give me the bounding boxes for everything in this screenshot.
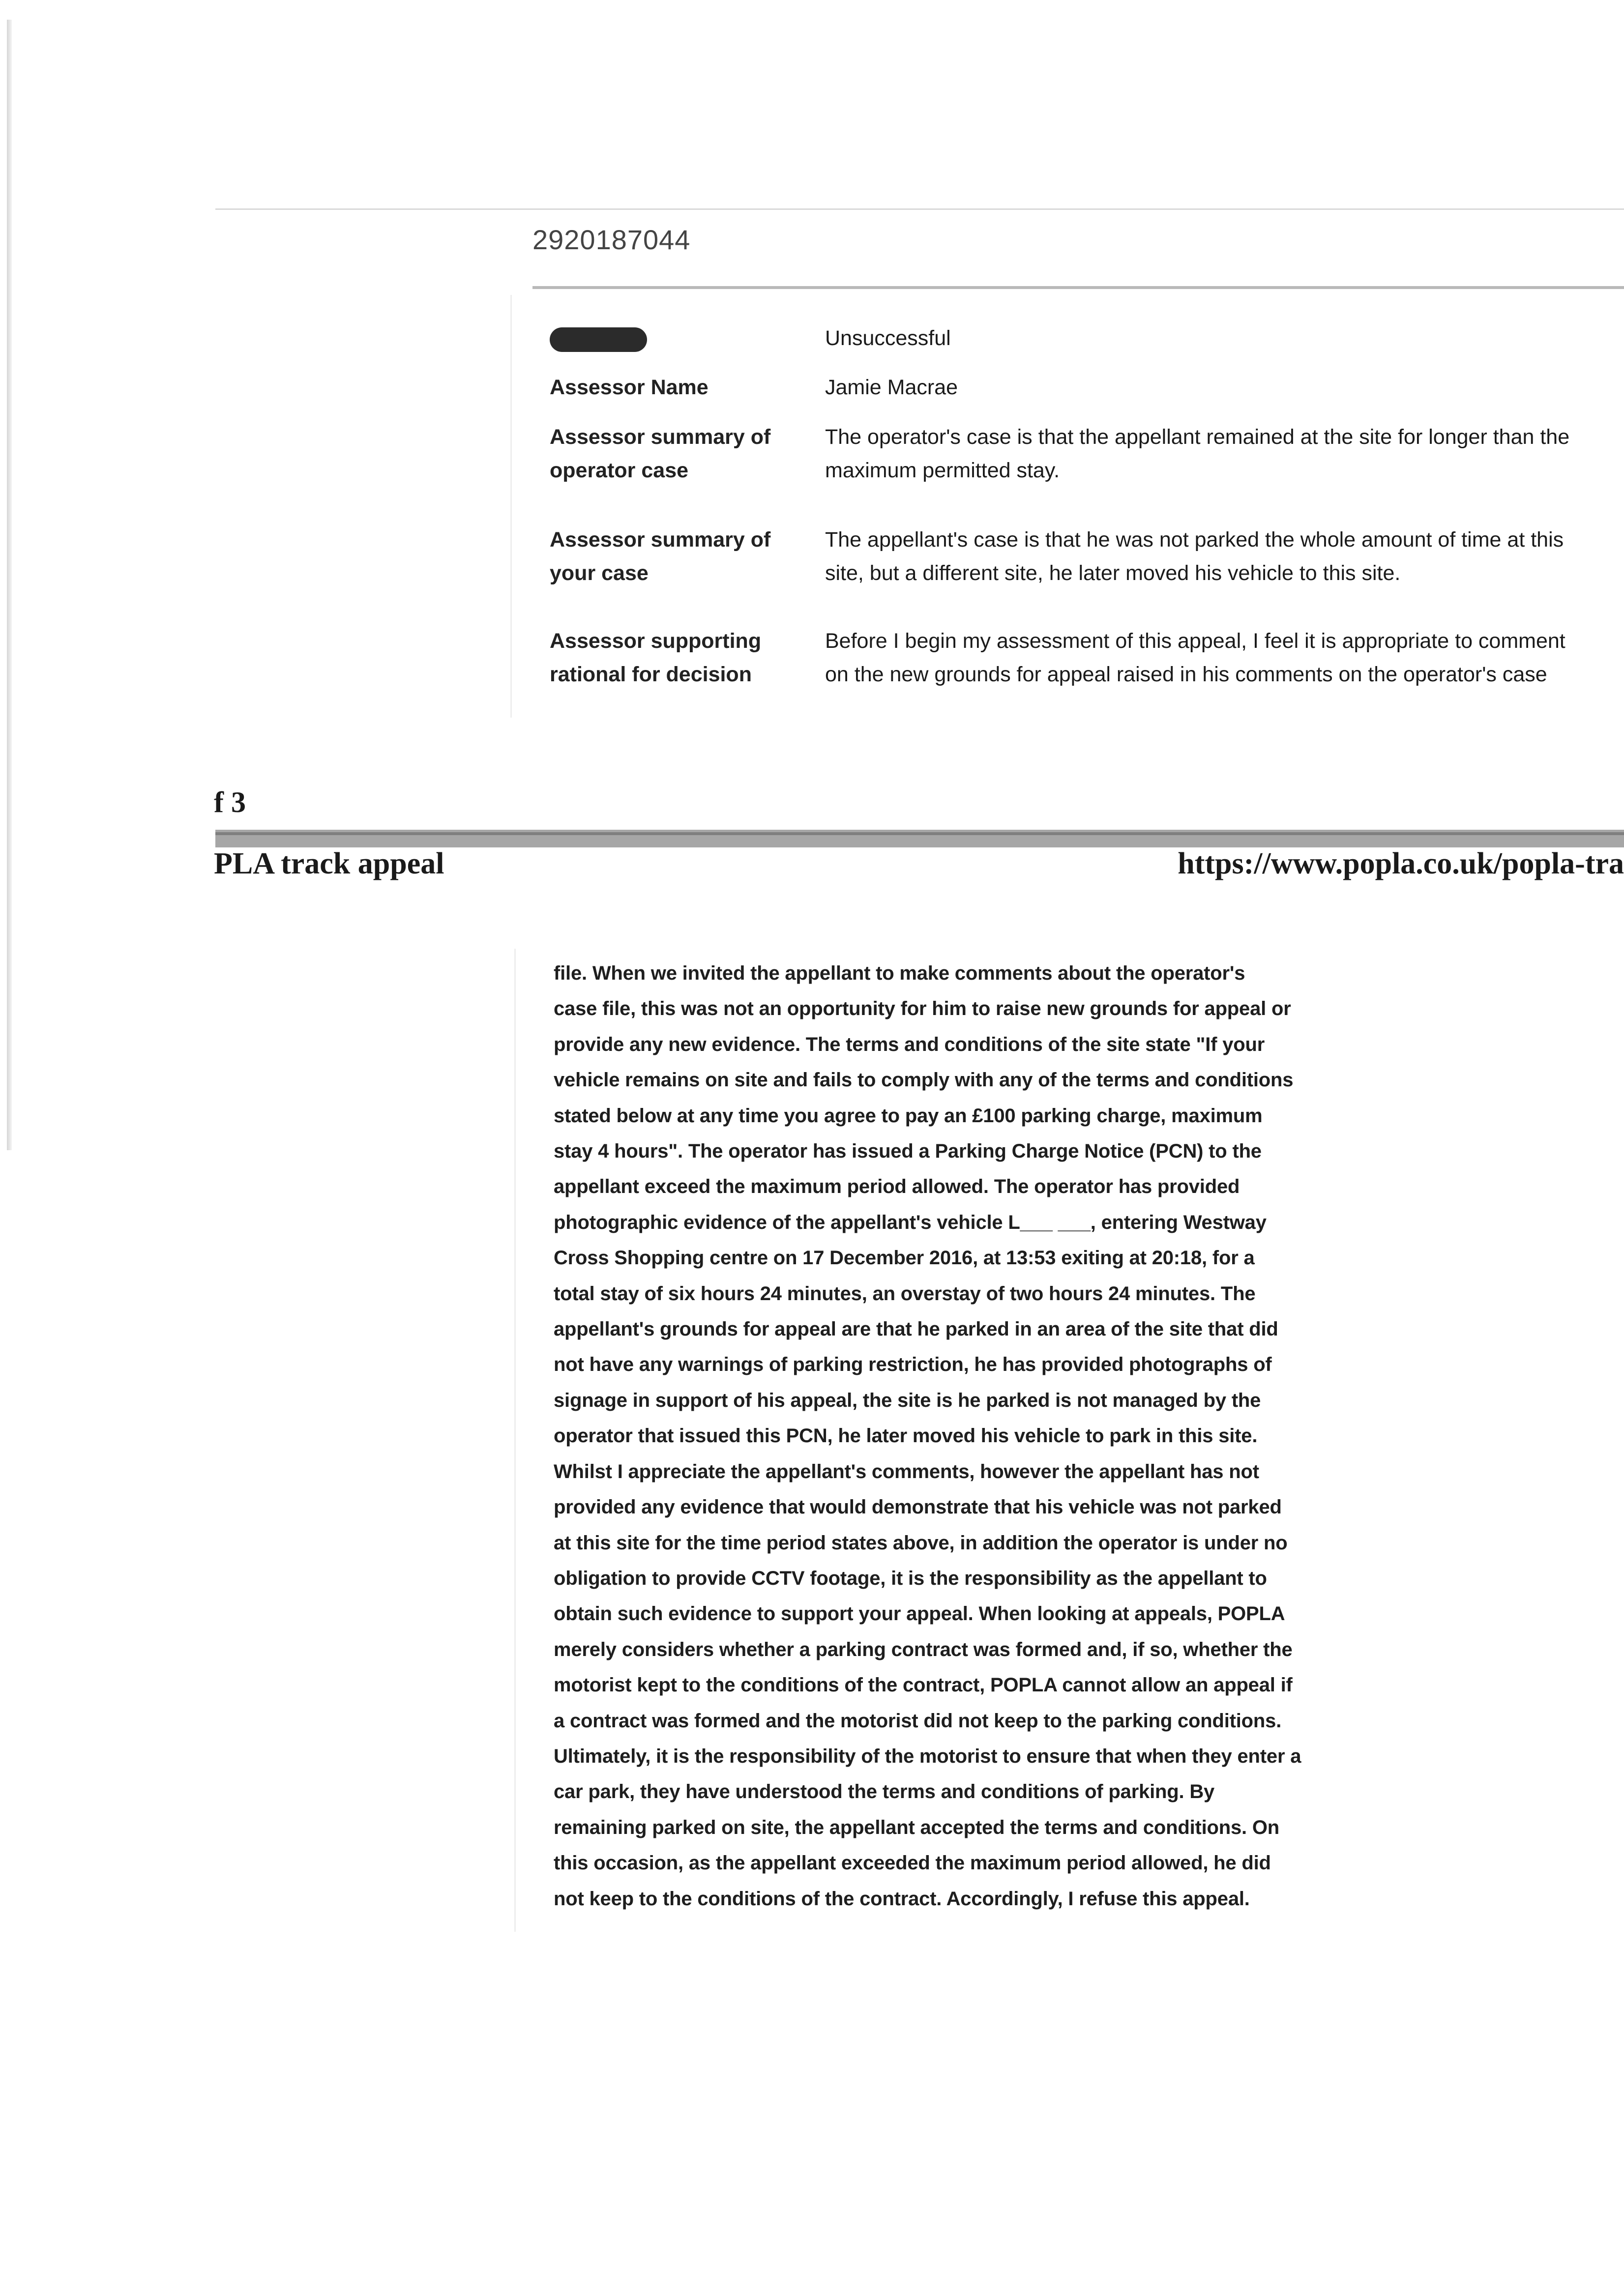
redaction-mark — [550, 327, 647, 352]
page-number: f 3 — [214, 786, 246, 818]
assessor-name-label: Assessor Name — [550, 376, 709, 399]
operator-case-label: Assessor summary of operator case — [550, 425, 771, 482]
rational-value: Before I begin my assessment of this appeal, I feel it is appropriate to comment on the new grounds for appeal raised in his comments on the operator's case — [825, 629, 1565, 686]
print-header-title: PLA track appeal — [214, 847, 444, 880]
continuation-text: file. When we invited the appellant to make comments about the operator's case file, this was not an opportunity for him to raise new grounds for appeal or provide any new evidence. The terms and conditions of the site state "If your vehicle remains on site and fails to comply with any of the terms and conditions stated below at any time you agree to pay an £100 parking charge, maximum stay 4 hours". The operator has issued a Parking Charge Notice (PCN) to the appellant exceed the maximum period allowed. The operator has provided photographic evidence of the appellant's vehicle L___ ___, entering Westway Cross Shopping centre on 17 December 2016, at 13:53 exiting at 20:18, for a total stay of six hours 24 minutes, an overstay of two hours 24 minutes. The appellant's grounds for appeal are that he parked in an area of the site that did not have any warnings of parking restriction, he has provided photographs of signage in support of his appeal, the site is he parked is not managed by the operator that issued this PCN, he later moved his vehicle to park in this site. Whilst I appreciate the appellant's comments, however the appellant has not provided any evidence that would demonstrate that his vehicle was not parked at this site for the time period states above, in addition the operator is under no obligation to provide CCTV footage, it is the responsibility as the appellant to obtain such evidence to support your appeal. When looking at appeals, POPLA merely considers whether a parking contract was formed and, if so, whether the motorist kept to the conditions of the contract, POPLA cannot allow an appeal if a contract was formed and the motorist did not keep to the parking conditions. Ultimately, it is the responsibility of the motorist to ensure that when they enter a car park, they have understood the terms and conditions of parking. By remaining parked on site, the appellant accepted the terms and conditions. On this occasion, as the appellant exceeded the maximum period allowed, he did not keep to the conditions of the contract. Accordingly, I refuse this appeal. — [554, 962, 1301, 1910]
page-break-line — [215, 832, 1624, 835]
operator-case-value: The operator's case is that the appellant remained at the site for longer than the maximum permitted stay. — [825, 425, 1570, 482]
case-reference-number: 2920187044 — [532, 224, 691, 255]
rational-label: Assessor supporting rational for decision — [550, 629, 762, 686]
assessor-name-value: Jamie Macrae — [825, 376, 958, 399]
table-left-border — [510, 295, 512, 718]
your-case-value: The appellant's case is that he was not parked the whole amount of time at this site, but a different site, he later moved his vehicle to this site. — [825, 528, 1564, 585]
decision-label-redacted — [550, 321, 805, 355]
decision-value: Unsuccessful — [825, 326, 951, 350]
print-header-url: https://www.popla.co.uk/popla-tra — [1178, 847, 1624, 880]
continuation-left-border — [514, 949, 516, 1932]
scan-edge-shadow — [7, 20, 12, 1150]
your-case-label: Assessor summary of your case — [550, 528, 771, 585]
case-divider — [532, 286, 1624, 289]
top-divider — [215, 208, 1624, 210]
